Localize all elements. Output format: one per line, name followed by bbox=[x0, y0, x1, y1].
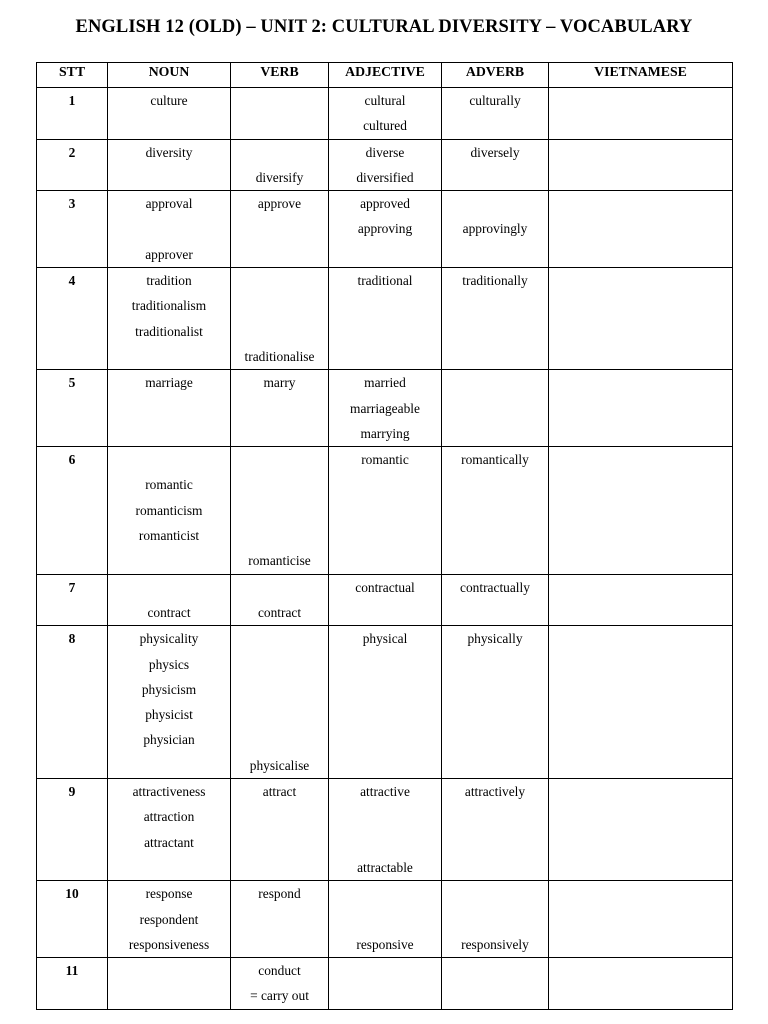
noun-word: physics bbox=[148, 656, 190, 672]
cell-adverb bbox=[442, 779, 549, 881]
header-stt: STT bbox=[37, 63, 108, 88]
row-number: 7 bbox=[68, 579, 76, 595]
cell-adjective bbox=[329, 958, 442, 1010]
row-number: 1 bbox=[68, 93, 76, 108]
row-number: 2 bbox=[68, 144, 76, 160]
adverb-word bbox=[442, 600, 548, 625]
adjective-word bbox=[329, 677, 441, 702]
verb-word bbox=[231, 727, 328, 752]
cell-noun bbox=[108, 626, 231, 779]
adverb-word bbox=[442, 191, 548, 216]
table-row bbox=[37, 139, 733, 191]
noun-word: attractiveness bbox=[132, 784, 206, 800]
verb-word bbox=[231, 804, 328, 829]
noun-word: tradition bbox=[146, 273, 192, 289]
cell-noun bbox=[108, 447, 231, 575]
noun-word: romanticist bbox=[138, 528, 200, 544]
cell-stt bbox=[37, 447, 108, 575]
verb-word bbox=[231, 88, 328, 113]
adjective-word: diverse bbox=[365, 144, 405, 160]
noun-word: traditionalist bbox=[135, 323, 203, 339]
cell-vietnamese bbox=[549, 370, 733, 447]
adjective-word bbox=[329, 472, 441, 497]
adjective-word bbox=[329, 523, 441, 548]
cell-adverb bbox=[442, 447, 549, 575]
adverb-word bbox=[442, 548, 548, 573]
vietnamese-word bbox=[549, 907, 732, 932]
cell-stt bbox=[37, 574, 108, 626]
cell-adverb bbox=[442, 881, 549, 958]
adjective-word: traditional bbox=[357, 273, 413, 289]
vietnamese-word bbox=[549, 881, 732, 906]
cell-vietnamese bbox=[549, 268, 733, 370]
verb-word: contract bbox=[257, 604, 302, 620]
adverb-word bbox=[442, 652, 548, 677]
cell-adjective bbox=[329, 447, 442, 575]
cell-noun bbox=[108, 191, 231, 268]
cell-adjective bbox=[329, 88, 442, 140]
adverb-word bbox=[442, 242, 548, 267]
vietnamese-word bbox=[549, 344, 732, 369]
verb-word: physicalise bbox=[249, 757, 310, 773]
row-number: 10 bbox=[65, 886, 79, 902]
noun-word: physicist bbox=[145, 707, 193, 723]
cell-stt bbox=[37, 139, 108, 191]
verb-word bbox=[231, 293, 328, 318]
cell-adjective bbox=[329, 268, 442, 370]
table-row bbox=[37, 881, 733, 958]
adverb-word bbox=[442, 677, 548, 702]
verb-word: marry bbox=[263, 375, 296, 391]
cell-verb bbox=[231, 779, 329, 881]
verb-word: = carry out bbox=[250, 988, 309, 1004]
cell-verb bbox=[231, 447, 329, 575]
cell-adjective bbox=[329, 574, 442, 626]
vietnamese-word bbox=[549, 548, 732, 573]
cell-stt bbox=[37, 268, 108, 370]
adjective-word: cultural bbox=[364, 93, 406, 108]
vietnamese-word bbox=[549, 319, 732, 344]
adverb-word: culturally bbox=[469, 93, 521, 108]
cell-noun bbox=[108, 139, 231, 191]
vietnamese-word bbox=[549, 370, 732, 395]
row-number: 11 bbox=[65, 963, 79, 979]
noun-word bbox=[108, 447, 230, 472]
verb-word bbox=[231, 140, 328, 165]
verb-word: traditionalise bbox=[244, 348, 315, 364]
cell-adjective bbox=[329, 139, 442, 191]
adverb-word bbox=[442, 983, 548, 1008]
cell-adjective bbox=[329, 881, 442, 958]
verb-word: diversify bbox=[255, 169, 304, 185]
verb-word bbox=[231, 523, 328, 548]
row-number: 3 bbox=[68, 196, 76, 212]
cell-adjective bbox=[329, 191, 442, 268]
adjective-word bbox=[329, 753, 441, 778]
vietnamese-word bbox=[549, 753, 732, 778]
adjective-word bbox=[329, 702, 441, 727]
table-row bbox=[37, 958, 733, 1010]
cell-adjective bbox=[329, 626, 442, 779]
noun-word: culture bbox=[150, 93, 188, 108]
adverb-word bbox=[442, 319, 548, 344]
vietnamese-word bbox=[549, 958, 732, 983]
adverb-word bbox=[442, 804, 548, 829]
cell-verb bbox=[231, 191, 329, 268]
vietnamese-word bbox=[549, 498, 732, 523]
cell-verb bbox=[231, 958, 329, 1010]
verb-word bbox=[231, 242, 328, 267]
verb-word bbox=[231, 472, 328, 497]
cell-stt bbox=[37, 88, 108, 140]
adverb-word bbox=[442, 396, 548, 421]
noun-word: response bbox=[145, 886, 193, 902]
cell-adverb bbox=[442, 370, 549, 447]
noun-word: physicism bbox=[141, 681, 197, 697]
adverb-word bbox=[442, 344, 548, 369]
cell-verb bbox=[231, 881, 329, 958]
adverb-word: diversely bbox=[470, 144, 520, 160]
noun-word bbox=[108, 344, 230, 369]
adverb-word bbox=[442, 113, 548, 138]
adjective-word: attractable bbox=[357, 859, 413, 875]
cell-noun bbox=[108, 779, 231, 881]
noun-word bbox=[108, 396, 230, 421]
cell-vietnamese bbox=[549, 191, 733, 268]
verb-word bbox=[231, 268, 328, 293]
adjective-word: cultured bbox=[363, 118, 407, 134]
vietnamese-word bbox=[549, 447, 732, 472]
verb-word bbox=[231, 575, 328, 600]
cell-vietnamese bbox=[549, 626, 733, 779]
noun-word bbox=[108, 113, 230, 138]
adverb-word bbox=[442, 830, 548, 855]
cell-stt bbox=[37, 370, 108, 447]
table-row bbox=[37, 447, 733, 575]
vietnamese-word bbox=[549, 779, 732, 804]
cell-verb bbox=[231, 268, 329, 370]
noun-word: diversity bbox=[145, 144, 193, 160]
vietnamese-word bbox=[549, 855, 732, 880]
noun-word bbox=[108, 165, 230, 190]
adjective-word bbox=[329, 727, 441, 752]
noun-word: approver bbox=[145, 246, 193, 262]
header-adjective: ADJECTIVE bbox=[329, 63, 442, 88]
header-vietnamese: VIETNAMESE bbox=[549, 63, 733, 88]
noun-word bbox=[108, 575, 230, 600]
cell-adverb bbox=[442, 268, 549, 370]
table-row bbox=[37, 268, 733, 370]
vietnamese-word bbox=[549, 191, 732, 216]
adjective-word bbox=[329, 881, 441, 906]
adjective-word bbox=[329, 652, 441, 677]
adverb-word: physically bbox=[467, 631, 523, 647]
adjective-word: responsive bbox=[356, 936, 414, 952]
header-noun: NOUN bbox=[108, 63, 231, 88]
vietnamese-word bbox=[549, 396, 732, 421]
adjective-word bbox=[329, 293, 441, 318]
vietnamese-word bbox=[549, 268, 732, 293]
verb-word bbox=[231, 319, 328, 344]
verb-word: conduct bbox=[258, 963, 301, 979]
vietnamese-word bbox=[549, 88, 732, 113]
adverb-word bbox=[442, 421, 548, 446]
vocabulary-table bbox=[36, 62, 733, 1010]
noun-word: physician bbox=[143, 732, 195, 748]
vietnamese-word bbox=[549, 140, 732, 165]
row-number: 5 bbox=[68, 375, 76, 391]
adverb-word bbox=[442, 753, 548, 778]
adverb-word bbox=[442, 165, 548, 190]
cell-stt bbox=[37, 191, 108, 268]
adverb-word: responsively bbox=[461, 936, 529, 952]
cell-verb bbox=[231, 88, 329, 140]
adverb-word bbox=[442, 293, 548, 318]
cell-vietnamese bbox=[549, 881, 733, 958]
adverb-word: approvingly bbox=[462, 221, 528, 237]
noun-word: attraction bbox=[143, 809, 195, 825]
adverb-word: contractually bbox=[460, 579, 530, 595]
adverb-word bbox=[442, 881, 548, 906]
noun-word: respondent bbox=[139, 911, 199, 927]
verb-word bbox=[231, 113, 328, 138]
adverb-word bbox=[442, 702, 548, 727]
cell-vietnamese bbox=[549, 574, 733, 626]
adjective-word bbox=[329, 958, 441, 983]
vietnamese-word bbox=[549, 932, 732, 957]
cell-adverb bbox=[442, 626, 549, 779]
noun-word: traditionalism bbox=[131, 298, 207, 314]
header-row bbox=[37, 63, 733, 88]
cell-adverb bbox=[442, 958, 549, 1010]
cell-verb bbox=[231, 370, 329, 447]
cell-adjective bbox=[329, 370, 442, 447]
verb-word bbox=[231, 932, 328, 957]
cell-vietnamese bbox=[549, 779, 733, 881]
vietnamese-word bbox=[549, 421, 732, 446]
adverb-word: traditionally bbox=[462, 273, 528, 289]
adjective-word bbox=[329, 498, 441, 523]
noun-word bbox=[108, 421, 230, 446]
vietnamese-word bbox=[549, 472, 732, 497]
cell-stt bbox=[37, 626, 108, 779]
noun-word: marriage bbox=[145, 375, 193, 391]
adverb-word bbox=[442, 907, 548, 932]
cell-verb bbox=[231, 574, 329, 626]
vietnamese-word bbox=[549, 165, 732, 190]
cell-adjective bbox=[329, 779, 442, 881]
adjective-word: romantic bbox=[361, 452, 409, 468]
cell-noun bbox=[108, 88, 231, 140]
cell-adverb bbox=[442, 574, 549, 626]
verb-word: respond bbox=[258, 886, 301, 902]
adjective-word bbox=[329, 344, 441, 369]
noun-word bbox=[108, 548, 230, 573]
noun-word: physicality bbox=[139, 631, 199, 647]
adjective-word bbox=[329, 548, 441, 573]
cell-adverb bbox=[442, 88, 549, 140]
table-row bbox=[37, 88, 733, 140]
vietnamese-word bbox=[549, 727, 732, 752]
cell-noun bbox=[108, 574, 231, 626]
noun-word: romanticism bbox=[135, 502, 203, 518]
vietnamese-word bbox=[549, 652, 732, 677]
noun-word: romantic bbox=[145, 477, 193, 493]
noun-word bbox=[108, 216, 230, 241]
adverb-word bbox=[442, 523, 548, 548]
table-row bbox=[37, 370, 733, 447]
verb-word bbox=[231, 702, 328, 727]
verb-word bbox=[231, 855, 328, 880]
vietnamese-word bbox=[549, 702, 732, 727]
adjective-word bbox=[329, 600, 441, 625]
header-verb: VERB bbox=[231, 63, 329, 88]
adjective-word: married bbox=[364, 375, 406, 391]
noun-word: approval bbox=[145, 196, 193, 212]
verb-word bbox=[231, 677, 328, 702]
row-number: 8 bbox=[68, 631, 76, 647]
table-row bbox=[37, 191, 733, 268]
adjective-word bbox=[329, 907, 441, 932]
vietnamese-word bbox=[549, 523, 732, 548]
page-title: ENGLISH 12 (OLD) – UNIT 2: CULTURAL DIVERSITY – VOCABULARY bbox=[75, 17, 693, 37]
cell-noun bbox=[108, 958, 231, 1010]
noun-word bbox=[108, 983, 230, 1008]
adjective-word bbox=[329, 319, 441, 344]
adjective-word bbox=[329, 983, 441, 1008]
adjective-word: marriageable bbox=[350, 400, 420, 416]
vietnamese-word bbox=[549, 216, 732, 241]
noun-word bbox=[108, 958, 230, 983]
cell-stt bbox=[37, 958, 108, 1010]
vietnamese-word bbox=[549, 983, 732, 1008]
adverb-word bbox=[442, 370, 548, 395]
verb-word bbox=[231, 907, 328, 932]
vietnamese-word bbox=[549, 575, 732, 600]
adjective-word: physical bbox=[362, 631, 408, 647]
row-number: 9 bbox=[68, 784, 76, 800]
verb-word bbox=[231, 626, 328, 651]
noun-word bbox=[108, 855, 230, 880]
adjective-word: marrying bbox=[360, 425, 410, 441]
cell-noun bbox=[108, 881, 231, 958]
adjective-word bbox=[329, 242, 441, 267]
noun-word: attractant bbox=[144, 834, 194, 850]
adjective-word bbox=[329, 830, 441, 855]
cell-verb bbox=[231, 626, 329, 779]
verb-word bbox=[231, 396, 328, 421]
row-number: 6 bbox=[68, 452, 76, 468]
table-body bbox=[37, 88, 733, 1010]
adverb-word bbox=[442, 855, 548, 880]
table-row bbox=[37, 574, 733, 626]
adjective-word: diversified bbox=[356, 169, 414, 185]
vietnamese-word bbox=[549, 804, 732, 829]
cell-adverb bbox=[442, 139, 549, 191]
vietnamese-word bbox=[549, 242, 732, 267]
verb-word bbox=[231, 216, 328, 241]
cell-stt bbox=[37, 881, 108, 958]
verb-word bbox=[231, 447, 328, 472]
cell-adverb bbox=[442, 191, 549, 268]
adjective-word: contractual bbox=[355, 579, 415, 595]
cell-vietnamese bbox=[549, 88, 733, 140]
verb-word bbox=[231, 498, 328, 523]
verb-word: romanticise bbox=[248, 553, 311, 569]
table-row bbox=[37, 626, 733, 779]
header-adverb: ADVERB bbox=[442, 63, 549, 88]
verb-word bbox=[231, 830, 328, 855]
row-number: 4 bbox=[68, 273, 76, 289]
vietnamese-word bbox=[549, 677, 732, 702]
cell-verb bbox=[231, 139, 329, 191]
table-row bbox=[37, 779, 733, 881]
vietnamese-word bbox=[549, 113, 732, 138]
cell-vietnamese bbox=[549, 958, 733, 1010]
noun-word: contract bbox=[147, 604, 191, 620]
adjective-word: approving bbox=[357, 221, 413, 237]
cell-vietnamese bbox=[549, 447, 733, 575]
noun-word: responsiveness bbox=[128, 936, 210, 952]
cell-vietnamese bbox=[549, 139, 733, 191]
verb-word: attract bbox=[262, 784, 297, 800]
noun-word bbox=[108, 753, 230, 778]
adverb-word: attractively bbox=[464, 784, 526, 800]
adjective-word: approved bbox=[360, 196, 410, 212]
cell-noun bbox=[108, 268, 231, 370]
cell-noun bbox=[108, 370, 231, 447]
vietnamese-word bbox=[549, 600, 732, 625]
adverb-word bbox=[442, 498, 548, 523]
verb-word bbox=[231, 652, 328, 677]
adjective-word bbox=[329, 804, 441, 829]
adverb-word: romantically bbox=[461, 452, 529, 468]
adverb-word bbox=[442, 472, 548, 497]
vietnamese-word bbox=[549, 626, 732, 651]
vietnamese-word bbox=[549, 830, 732, 855]
verb-word bbox=[231, 421, 328, 446]
cell-stt bbox=[37, 779, 108, 881]
adverb-word bbox=[442, 727, 548, 752]
verb-word: approve bbox=[257, 196, 302, 212]
adjective-word: attractive bbox=[360, 784, 410, 800]
vietnamese-word bbox=[549, 293, 732, 318]
adverb-word bbox=[442, 958, 548, 983]
